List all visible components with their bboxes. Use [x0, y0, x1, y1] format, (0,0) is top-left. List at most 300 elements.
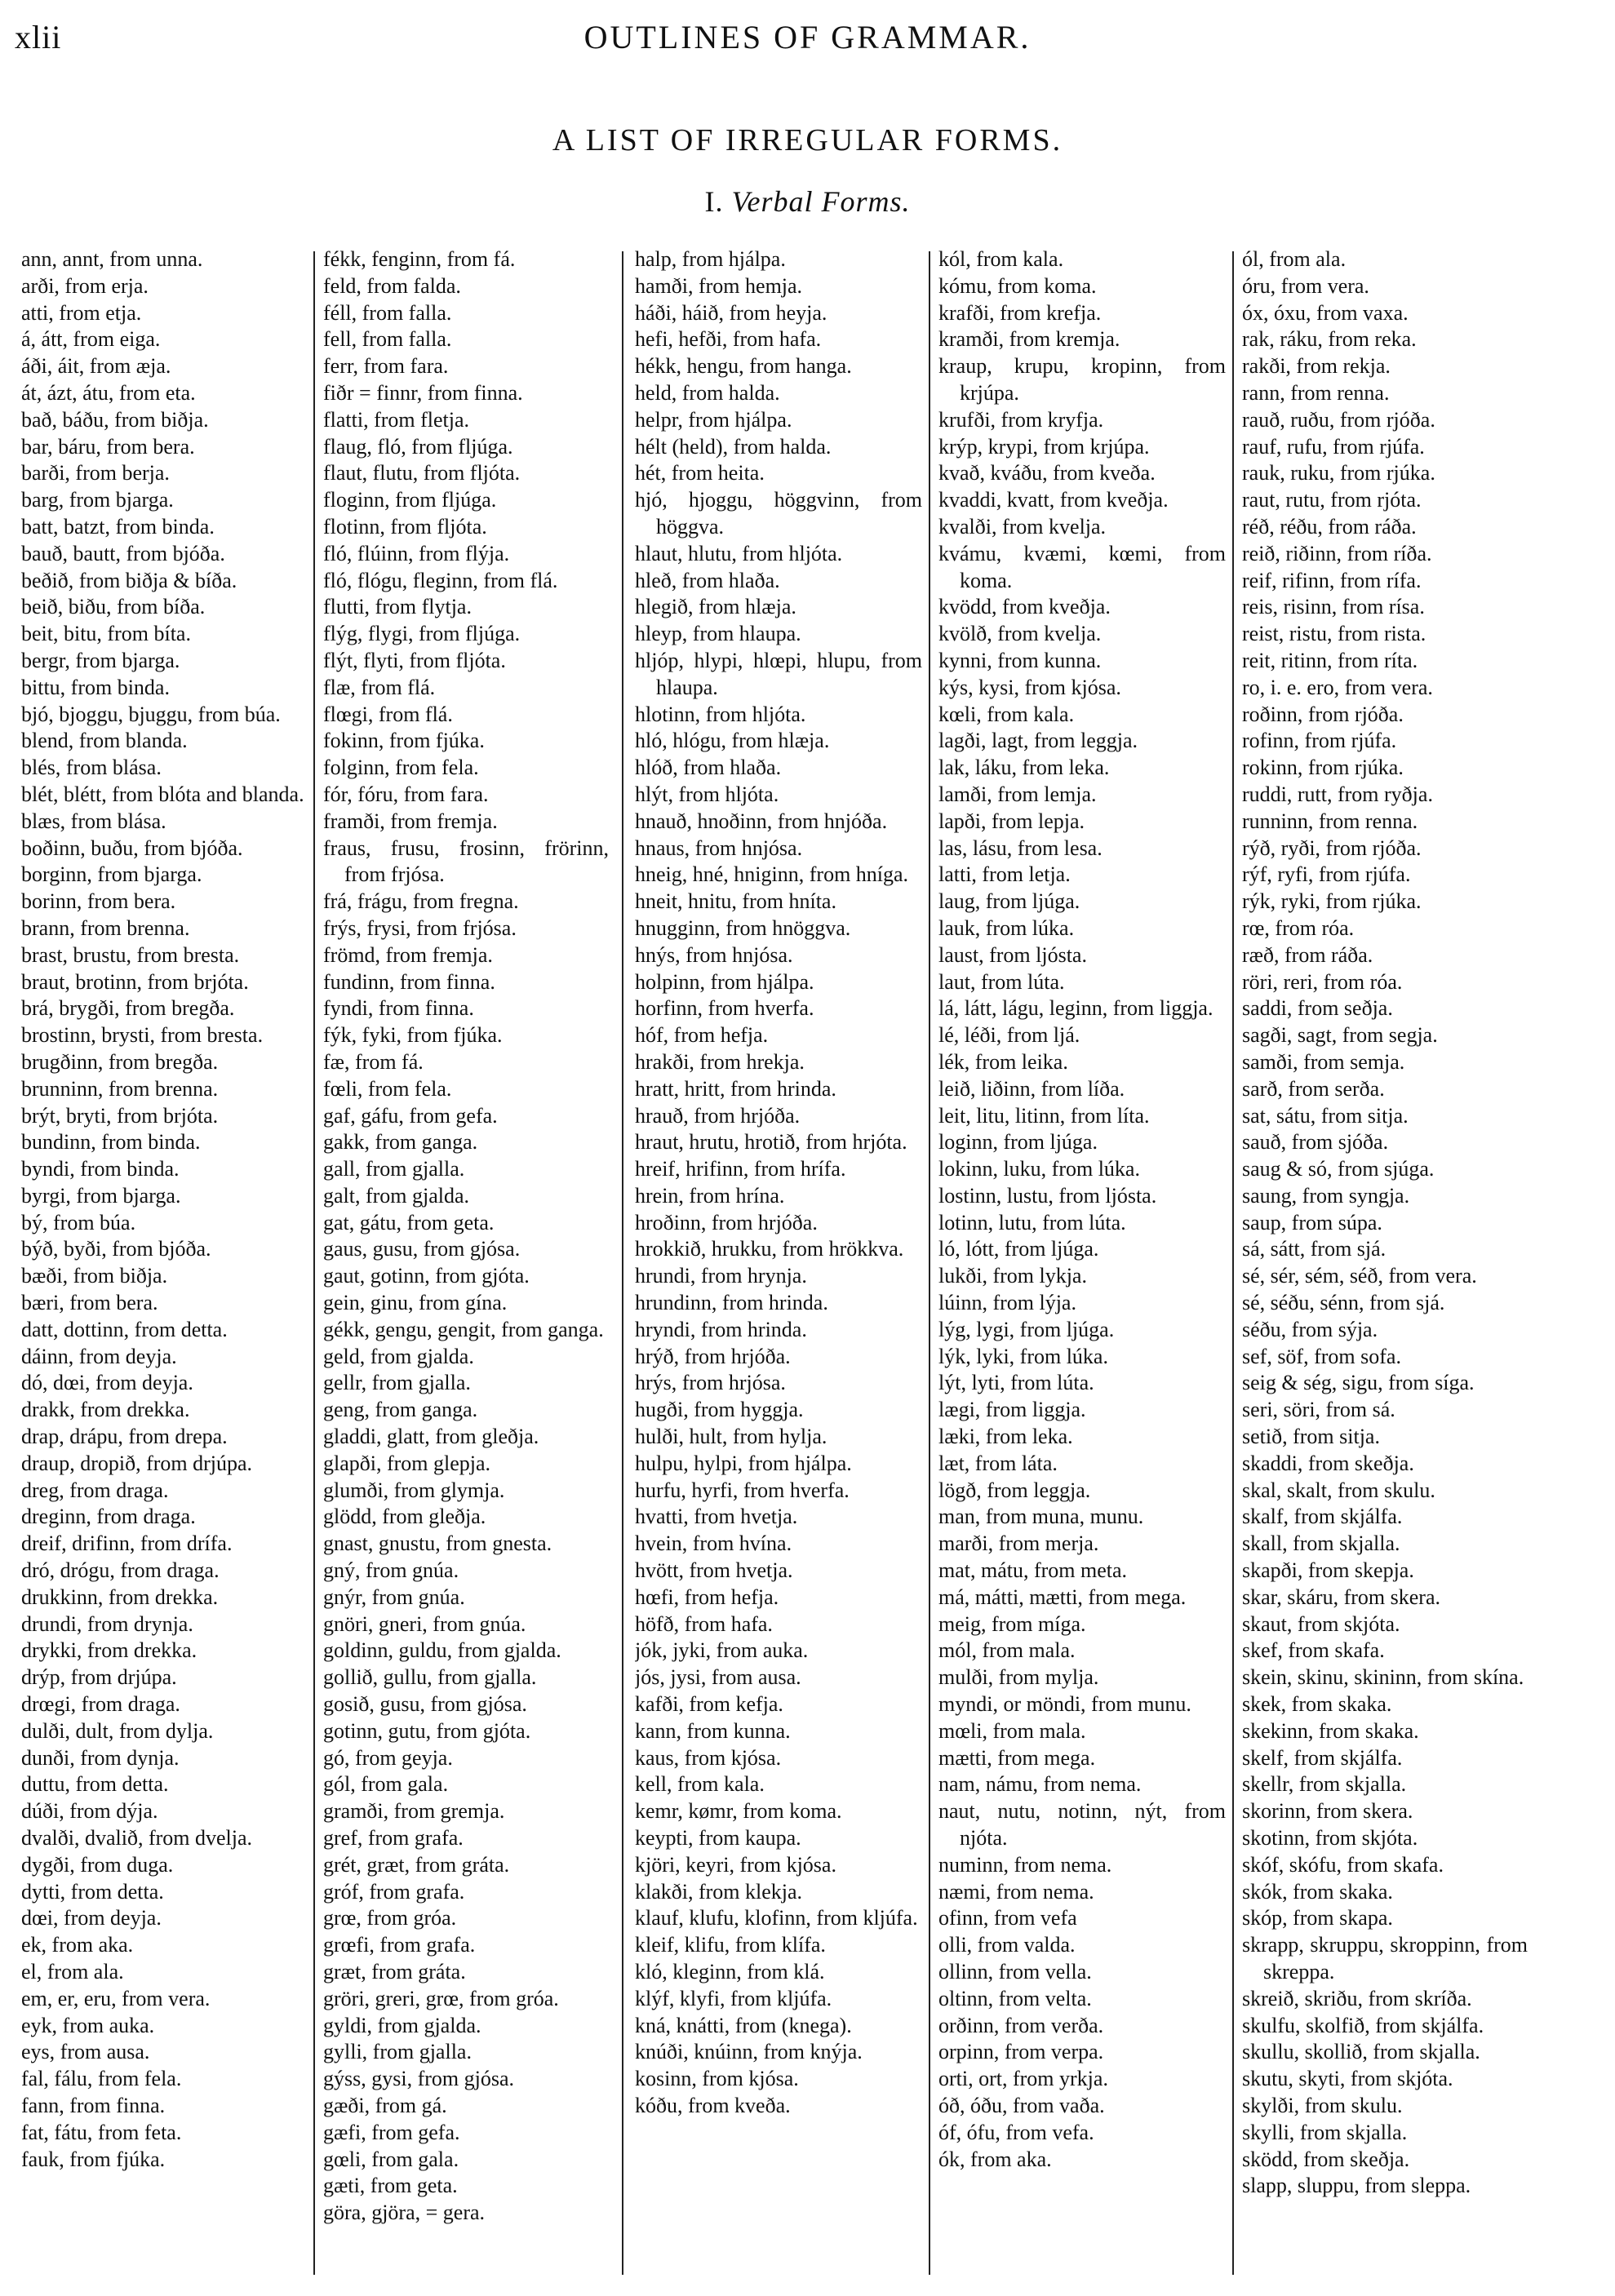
list-item: flœgi, from flá. — [323, 702, 453, 726]
list-item: ek, from aka. — [21, 1933, 134, 1957]
list-item: lamði, from lemja. — [938, 782, 1097, 806]
list-item: kleif, klifu, from klífa. — [635, 1933, 826, 1957]
list-item: flýt, flyti, from fljóta. — [323, 648, 506, 672]
list-item: lá, látt, lágu, leginn, from liggja. — [938, 996, 1213, 1021]
list-item: hœfi, from hefja. — [635, 1585, 779, 1609]
list-item: dulði, dult, from dylja. — [21, 1718, 214, 1743]
list-item: hratt, hritt, from hrinda. — [635, 1076, 836, 1101]
list-item: hraut, hrutu, hrotið, from hrjóta. — [635, 1130, 907, 1155]
list-item: horfinn, from hverfa. — [635, 996, 814, 1021]
subsection-numeral: I. — [704, 185, 724, 218]
list-item: á, átt, from eiga. — [21, 327, 161, 352]
subsection-title — [0, 184, 1615, 219]
list-item: numinn, from nema. — [938, 1852, 1112, 1877]
list-item: drykki, from drekka. — [21, 1638, 197, 1663]
list-item: hlegið, from hlæja. — [635, 595, 796, 619]
list-item: eys, from ausa. — [21, 2040, 150, 2064]
list-item: sködd, from skeðja. — [1242, 2147, 1410, 2171]
list-item: frömd, from fremja. — [323, 942, 493, 967]
list-item: ók, from aka. — [938, 2147, 1052, 2171]
list-item: óx, óxu, from vaxa. — [1242, 300, 1409, 325]
list-item: gylli, from gjalla. — [323, 2040, 472, 2064]
list-item: drœgi, from draga. — [21, 1692, 180, 1717]
list-item: dúði, from dýja. — [21, 1799, 158, 1824]
list-item: gróf, from grafa. — [323, 1879, 465, 1904]
list-item: hlotinn, from hljóta. — [635, 702, 806, 726]
list-item: skutu, skyti, from skjóta. — [1242, 2067, 1453, 2091]
list-item: má, mátti, mætti, from mega. — [938, 1585, 1187, 1609]
list-item: sat, sátu, from sitja. — [1242, 1103, 1409, 1128]
list-item: hékk, hengu, from hanga. — [635, 354, 852, 379]
list-item: hleyp, from hlaupa. — [635, 622, 801, 646]
list-item: blét, blétt, from blóta and blanda. — [21, 782, 304, 806]
list-item: fæ, from fá. — [323, 1049, 424, 1074]
list-item: dreginn, from draga. — [21, 1505, 196, 1529]
list-item: græt, from gráta. — [323, 1960, 466, 1984]
list-item: gröri, greri, grœ, from gróa. — [323, 1986, 559, 2010]
list-item: seri, söri, from sá. — [1242, 1398, 1395, 1422]
list-item: hefi, hefði, from hafa. — [635, 327, 822, 352]
list-item: gæti, from geta. — [323, 2174, 458, 2198]
list-item: geld, from gjalda. — [323, 1344, 474, 1368]
list-item: frýs, frysi, from frjósa. — [323, 915, 517, 940]
list-item: nam, námu, from nema. — [938, 1772, 1142, 1797]
list-item: floginn, from fljúga. — [323, 488, 497, 512]
list-item: sé, séðu, sénn, from sjá. — [1242, 1291, 1445, 1315]
list-item: klýf, klyfi, from kljúfa. — [635, 1986, 832, 2010]
list-item: flaug, fló, from fljúga. — [323, 434, 513, 459]
word-column-3 — [635, 246, 922, 2278]
list-item: dygði, from duga. — [21, 1852, 174, 1877]
list-item: bittu, from binda. — [21, 675, 170, 699]
list-item: læki, from leka. — [938, 1425, 1073, 1449]
list-item: ræð, from ráða. — [1242, 942, 1373, 967]
list-item: kann, from kunna. — [635, 1718, 791, 1743]
list-item: óð, óðu, from vaða. — [938, 2093, 1105, 2117]
list-item: geng, from ganga. — [323, 1398, 478, 1422]
list-item: skylli, from skjalla. — [1242, 2120, 1408, 2144]
list-item: brast, brustu, from bresta. — [21, 942, 240, 967]
word-list — [0, 246, 1615, 2286]
list-item: gæfi, from gefa. — [323, 2120, 460, 2144]
list-item: lýg, lygi, from ljúga. — [938, 1317, 1115, 1341]
list-item: braut, brotinn, from brjóta. — [21, 969, 249, 994]
list-item: byndi, from binda. — [21, 1157, 180, 1181]
list-item: sá, sátt, from sjá. — [1242, 1237, 1387, 1261]
list-item: hnýs, from hnjósa. — [635, 942, 793, 967]
page-number: xlii — [15, 19, 62, 55]
list-item: át, ázt, átu, from eta. — [21, 380, 196, 405]
list-item: skorinn, from skera. — [1242, 1799, 1413, 1824]
list-item: man, from muna, munu. — [938, 1505, 1144, 1529]
list-item: draup, dropið, from drjúpa. — [21, 1451, 253, 1475]
list-item: hjó, hjoggu, höggvinn, from höggva. — [635, 488, 922, 539]
list-item: gref, from grafa. — [323, 1826, 464, 1851]
list-item: lauk, from lúka. — [938, 915, 1075, 940]
word-column-5 — [1242, 246, 1528, 2278]
list-item: drap, drápu, from drepa. — [21, 1425, 228, 1449]
list-item: skrapp, skruppu, skroppinn, from skreppa. — [1242, 1933, 1528, 1984]
list-item: gollið, gullu, from gjalla. — [323, 1665, 537, 1690]
list-item: rofinn, from rjúfa. — [1242, 729, 1397, 753]
list-item: beit, bitu, from bíta. — [21, 622, 191, 646]
word-column-2 — [323, 246, 609, 2278]
list-item: hló, hlógu, from hlæja. — [635, 729, 830, 753]
list-item: glumði, from glymja. — [323, 1478, 505, 1502]
list-item: marði, from merja. — [938, 1531, 1099, 1556]
list-item: hreif, hrifinn, from hrífa. — [635, 1157, 846, 1181]
list-item: háði, háið, from heyja. — [635, 300, 827, 325]
list-item: drukkinn, from drekka. — [21, 1585, 219, 1609]
list-item: flatti, from fletja. — [323, 407, 470, 432]
list-item: hlýt, from hljóta. — [635, 782, 779, 806]
list-item: oltinn, from velta. — [938, 1986, 1092, 2010]
list-item: hrauð, from hrjóða. — [635, 1103, 801, 1128]
list-item: fundinn, from finna. — [323, 969, 495, 994]
list-item: datt, dottinn, from detta. — [21, 1317, 228, 1341]
list-item: dó, dœi, from deyja. — [21, 1371, 193, 1395]
list-item: fœli, from fela. — [323, 1076, 452, 1101]
list-item: reis, risinn, from rísa. — [1242, 595, 1425, 619]
list-item: höfð, from hafa. — [635, 1611, 773, 1636]
list-item: kraup, krupu, kropinn, from krjúpa. — [938, 354, 1226, 405]
list-item: gó, from geyja. — [323, 1745, 453, 1770]
list-item: skaddi, from skeðja. — [1242, 1451, 1414, 1475]
list-item: dytti, from detta. — [21, 1879, 164, 1904]
list-item: sarð, from serða. — [1242, 1076, 1385, 1101]
list-item: réð, réðu, from ráða. — [1242, 514, 1417, 539]
list-item: skóp, from skapa. — [1242, 1906, 1393, 1930]
list-item: blæs, from blása. — [21, 809, 166, 833]
list-item: lagði, lagt, from leggja. — [938, 729, 1138, 753]
list-item: fal, fálu, from fela. — [21, 2067, 182, 2091]
list-item: rokinn, from rjúka. — [1242, 756, 1404, 780]
list-item: skapði, from skepja. — [1242, 1558, 1414, 1583]
list-item: brostinn, brysti, from bresta. — [21, 1023, 264, 1048]
list-item: hurfu, hyrfi, from hverfa. — [635, 1478, 850, 1502]
list-item: hrokkið, hrukku, from hrökkva. — [635, 1237, 904, 1261]
list-item: rýð, ryði, from rjóða. — [1242, 836, 1422, 860]
list-item: hamði, from hemja. — [635, 273, 803, 298]
list-item: krufði, from kryfja. — [938, 407, 1104, 432]
list-item: hlóð, from hlaða. — [635, 756, 782, 780]
list-item: gakk, from ganga. — [323, 1130, 478, 1155]
list-item: skulfu, skolfið, from skjálfa. — [1242, 2013, 1484, 2037]
list-item: hroðinn, from hrjóða. — [635, 1210, 818, 1234]
list-item: óf, ófu, from vefa. — [938, 2120, 1094, 2144]
list-item: kýs, kysi, from kjósa. — [938, 675, 1121, 699]
list-item: hulði, hult, from hylja. — [635, 1425, 827, 1449]
list-item: læt, from láta. — [938, 1451, 1058, 1475]
list-item: ló, lótt, from ljúga. — [938, 1237, 1099, 1261]
list-item: bæri, from bera. — [21, 1291, 158, 1315]
list-item: gól, from gala. — [323, 1772, 449, 1797]
list-item: lapði, from lepja. — [938, 809, 1085, 833]
list-item: lukði, from lykja. — [938, 1264, 1087, 1288]
list-item: brugðinn, from bregða. — [21, 1049, 219, 1074]
list-item: skal, skalt, from skulu. — [1242, 1478, 1435, 1502]
list-item: brunninn, from brenna. — [21, 1076, 219, 1101]
list-item: fló, flúinn, from flýja. — [323, 541, 510, 565]
list-item: ól, from ala. — [1242, 247, 1347, 271]
list-item: boðinn, buðu, from bjóða. — [21, 836, 243, 860]
list-item: kvað, kváðu, from kveða. — [938, 461, 1156, 485]
section-title: A LIST OF IRREGULAR FORMS. — [552, 123, 1063, 157]
list-item: flaut, flutu, from fljóta. — [323, 461, 521, 485]
list-item: hljóp, hlypi, hlœpi, hlupu, from hlaupa. — [635, 648, 922, 699]
list-item: gékk, gengu, gengit, from ganga. — [323, 1317, 604, 1341]
list-item: gaf, gáfu, from gefa. — [323, 1103, 498, 1128]
list-item: klauf, klufu, klofinn, from kljúfa. — [635, 1906, 918, 1930]
list-item: gat, gátu, from geta. — [323, 1210, 495, 1234]
list-item: rak, ráku, from reka. — [1242, 327, 1417, 352]
list-item: galt, from gjalda. — [323, 1183, 470, 1208]
list-item: kaus, from kjósa. — [635, 1745, 782, 1770]
list-item: lostinn, lustu, from ljósta. — [938, 1183, 1157, 1208]
list-item: orpinn, from verpa. — [938, 2040, 1104, 2064]
list-item: jós, jysi, from ausa. — [635, 1665, 801, 1690]
list-item: hrein, from hrína. — [635, 1183, 785, 1208]
list-item: helpr, from hjálpa. — [635, 407, 792, 432]
list-item: kló, kleginn, from klá. — [635, 1960, 825, 1984]
list-item: hleð, from hlaða. — [635, 568, 780, 592]
list-item: grét, græt, from gráta. — [323, 1852, 510, 1877]
list-item: mœli, from mala. — [938, 1718, 1086, 1743]
list-item: atti, from etja. — [21, 300, 142, 325]
list-item: myndi, or möndi, from munu. — [938, 1692, 1191, 1717]
list-item: knúði, knúinn, from knýja. — [635, 2040, 863, 2064]
list-item: blés, from blása. — [21, 756, 162, 780]
list-item: krýp, krypi, from krjúpa. — [938, 434, 1150, 459]
list-item: frá, frágu, from fregna. — [323, 889, 519, 914]
list-item: hlaut, hlutu, from hljóta. — [635, 541, 843, 565]
list-item: skalf, from skjálfa. — [1242, 1505, 1403, 1529]
list-item: skreið, skriðu, from skríða. — [1242, 1986, 1472, 2010]
list-item: samði, from semja. — [1242, 1049, 1405, 1074]
list-item: lak, láku, from leka. — [938, 756, 1110, 780]
list-item: orðinn, from verða. — [938, 2013, 1104, 2037]
list-item: hneit, hnitu, from hníta. — [635, 889, 836, 914]
list-item: naut, nutu, notinn, nýt, from njóta. — [938, 1799, 1226, 1851]
list-item: skein, skinu, skininn, from skína. — [1242, 1665, 1524, 1690]
list-item: klakði, from klekja. — [635, 1879, 803, 1904]
list-item: fokinn, from fjúka. — [323, 729, 485, 753]
list-item: rýf, ryfi, from rjúfa. — [1242, 862, 1411, 887]
list-item: goldinn, guldu, from gjalda. — [323, 1638, 561, 1663]
list-item: ruddi, rutt, from ryðja. — [1242, 782, 1433, 806]
list-item: gýss, gysi, from gjósa. — [323, 2067, 514, 2091]
list-item: reist, ristu, from rista. — [1242, 622, 1426, 646]
list-item: kemr, kømr, from koma. — [635, 1799, 842, 1824]
list-item: gnýr, from gnúa. — [323, 1585, 465, 1609]
list-item: kœli, from kala. — [938, 702, 1075, 726]
list-item: ofinn, from vefa — [938, 1906, 1077, 1930]
list-item: sef, söf, from sofa. — [1242, 1344, 1401, 1368]
list-item: borinn, from bera. — [21, 889, 176, 914]
list-item: laug, from ljúga. — [938, 889, 1080, 914]
list-item: hvött, from hvetja. — [635, 1558, 793, 1583]
list-item: gall, from gjalla. — [323, 1157, 465, 1181]
list-item: kvölð, from kvelja. — [938, 622, 1102, 646]
list-item: el, from ala. — [21, 1960, 124, 1984]
list-item: gný, from gnúa. — [323, 1558, 459, 1583]
list-item: drakk, from drekka. — [21, 1398, 190, 1422]
list-item: flutti, from flytja. — [323, 595, 472, 619]
list-item: blend, from blanda. — [21, 729, 188, 753]
list-item: séðu, from sýja. — [1242, 1317, 1378, 1341]
list-item: kvámu, kvæmi, kœmi, from koma. — [938, 541, 1226, 592]
list-item: keypti, from kaupa. — [635, 1826, 801, 1851]
list-item: rœ, from róa. — [1242, 915, 1355, 940]
list-item: leit, litu, litinn, from líta. — [938, 1103, 1150, 1128]
list-item: röri, reri, from róa. — [1242, 969, 1403, 994]
list-item: bý, from búa. — [21, 1210, 136, 1234]
list-item: em, er, eru, from vera. — [21, 1986, 211, 2010]
list-item: byrgi, from bjarga. — [21, 1183, 181, 1208]
list-item: skef, from skafa. — [1242, 1638, 1385, 1663]
list-item: ann, annt, from unna. — [21, 247, 203, 271]
list-item: kynni, from kunna. — [938, 648, 1102, 672]
list-item: lýk, lyki, from lúka. — [938, 1344, 1108, 1368]
list-item: hélt (held), from halda. — [635, 434, 832, 459]
list-item: skullu, skollið, from skjalla. — [1242, 2040, 1480, 2064]
list-item: hrýð, from hrjóða. — [635, 1344, 791, 1368]
list-item: rauf, rufu, from rjúfa. — [1242, 434, 1425, 459]
list-item: gellr, from gjalla. — [323, 1371, 471, 1395]
list-item: slapp, sluppu, from sleppa. — [1242, 2174, 1471, 2198]
list-item: sagði, sagt, from segja. — [1242, 1023, 1438, 1048]
list-item: rauk, ruku, from rjúka. — [1242, 461, 1435, 485]
list-item: fýk, fyki, from fjúka. — [323, 1023, 503, 1048]
list-item: kvödd, from kveðja. — [938, 595, 1111, 619]
list-item: seig & ség, sigu, from síga. — [1242, 1371, 1475, 1395]
list-item: fann, from finna. — [21, 2093, 166, 2117]
list-item: fyndi, from finna. — [323, 996, 474, 1021]
list-item: roðinn, from rjóða. — [1242, 702, 1404, 726]
list-item: feld, from falda. — [323, 273, 461, 298]
list-item: brá, brygði, from bregða. — [21, 996, 235, 1021]
list-item: næmi, from nema. — [938, 1879, 1094, 1904]
list-item: kjöri, keyri, from kjósa. — [635, 1852, 836, 1877]
list-item: rakði, from rekja. — [1242, 354, 1391, 379]
list-item: fell, from falla. — [323, 327, 452, 352]
list-item: gæði, from gá. — [323, 2093, 447, 2117]
list-item: laut, from lúta. — [938, 969, 1065, 994]
list-item: raut, rutu, from rjóta. — [1242, 488, 1422, 512]
list-item: hryndi, from hrinda. — [635, 1317, 807, 1341]
list-item: grœfi, from grafa. — [323, 1933, 476, 1957]
list-item: kell, from kala. — [635, 1772, 765, 1797]
list-item: batt, batzt, from binda. — [21, 514, 215, 539]
list-item: skylði, from skulu. — [1242, 2093, 1403, 2117]
list-item: held, from halda. — [635, 380, 780, 405]
list-item: barði, from berja. — [21, 461, 170, 485]
list-item: bergr, from bjarga. — [21, 648, 180, 672]
list-item: glapði, from glepja. — [323, 1451, 491, 1475]
list-item: göra, gjöra, = gera. — [323, 2201, 486, 2225]
list-item: skall, from skjalla. — [1242, 1531, 1400, 1556]
list-item: halp, from hjálpa. — [635, 247, 786, 271]
list-item: bundinn, from binda. — [21, 1130, 201, 1155]
list-item: sauð, from sjóða. — [1242, 1130, 1389, 1155]
list-item: mætti, from mega. — [938, 1745, 1096, 1770]
list-item: saddi, from seðja. — [1242, 996, 1393, 1021]
list-item: fór, fóru, from fara. — [323, 782, 489, 806]
list-item: gotinn, gutu, from gjóta. — [323, 1718, 531, 1743]
list-item: rauð, ruðu, from rjóða. — [1242, 407, 1435, 432]
list-item: hóf, from hefja. — [635, 1023, 769, 1048]
list-item: kómu, from koma. — [938, 273, 1097, 298]
list-item: glödd, from gleðja. — [323, 1505, 486, 1529]
list-item: flotinn, from fljóta. — [323, 514, 487, 539]
list-item: eyk, from auka. — [21, 2013, 155, 2037]
list-item: kvalði, from kvelja. — [938, 514, 1107, 539]
list-item: reit, ritinn, from ríta. — [1242, 648, 1418, 672]
word-column-4 — [938, 246, 1226, 2278]
list-item: hneig, hné, hniginn, from hníga. — [635, 862, 909, 887]
list-item: kól, from kala. — [938, 247, 1064, 271]
list-item: loginn, from ljúga. — [938, 1130, 1098, 1155]
list-item: leið, liðinn, from líða. — [938, 1076, 1125, 1101]
list-item: áði, áit, from æja. — [21, 354, 171, 379]
list-item: gaus, gusu, from gjósa. — [323, 1237, 521, 1261]
list-item: beið, biðu, from bíða. — [21, 595, 206, 619]
list-item: skaut, from skjóta. — [1242, 1611, 1400, 1636]
list-item: orti, ort, from yrkja. — [938, 2067, 1108, 2091]
list-item: mulði, from mylja. — [938, 1665, 1099, 1690]
list-item: grœ, from gróa. — [323, 1906, 457, 1930]
list-item: reif, rifinn, from rífa. — [1242, 568, 1422, 592]
list-item: latti, from letja. — [938, 862, 1071, 887]
list-item: gladdi, glatt, from gleðja. — [323, 1425, 539, 1449]
list-item: holpinn, from hjálpa. — [635, 969, 814, 994]
list-item: hvein, from hvína. — [635, 1531, 792, 1556]
list-item: gramði, from gremja. — [323, 1799, 505, 1824]
list-item: hrundinn, from hrinda. — [635, 1291, 828, 1315]
list-item: gœli, from gala. — [323, 2147, 459, 2171]
list-item: gnöri, gneri, from gnúa. — [323, 1611, 526, 1636]
list-item: lé, léði, from ljá. — [938, 1023, 1080, 1048]
list-item: krafði, from krefja. — [938, 300, 1102, 325]
list-item: lotinn, lutu, from lúta. — [938, 1210, 1126, 1234]
list-item: saup, from súpa. — [1242, 1210, 1382, 1234]
list-item: lögð, from leggja. — [938, 1478, 1091, 1502]
list-item: kramði, from kremja. — [938, 327, 1120, 352]
list-item: skóf, skófu, from skafa. — [1242, 1852, 1444, 1877]
list-item: saug & só, from sjúga. — [1242, 1157, 1435, 1181]
list-item: gyldi, from gjalda. — [323, 2013, 481, 2037]
list-item: hrakði, from hrekja. — [635, 1049, 805, 1074]
list-item: hét, from heita. — [635, 461, 765, 485]
word-column-1 — [21, 246, 305, 2278]
list-item: skekinn, from skaka. — [1242, 1718, 1419, 1743]
list-item: drýp, from drjúpa. — [21, 1665, 177, 1690]
list-item: brann, from brenna. — [21, 915, 190, 940]
list-item: reið, riðinn, from ríða. — [1242, 541, 1432, 565]
list-item: drundi, from drynja. — [21, 1611, 193, 1636]
list-item: skotinn, from skjóta. — [1242, 1826, 1418, 1851]
list-item: fiðr = finnr, from finna. — [323, 380, 523, 405]
list-item: hnauð, hnoðinn, from hnjóða. — [635, 809, 888, 833]
list-item: brýt, bryti, from brjóta. — [21, 1103, 219, 1128]
list-item: setið, from sitja. — [1242, 1425, 1380, 1449]
list-item: ro, i. e. ero, from vera. — [1242, 675, 1433, 699]
list-item: hrýs, from hrjósa. — [635, 1371, 786, 1395]
list-item: hrundi, from hrynja. — [635, 1264, 807, 1288]
list-item: folginn, from fela. — [323, 756, 479, 780]
list-item: mat, mátu, from meta. — [938, 1558, 1128, 1583]
list-item: dvalði, dvalið, from dvelja. — [21, 1826, 253, 1851]
